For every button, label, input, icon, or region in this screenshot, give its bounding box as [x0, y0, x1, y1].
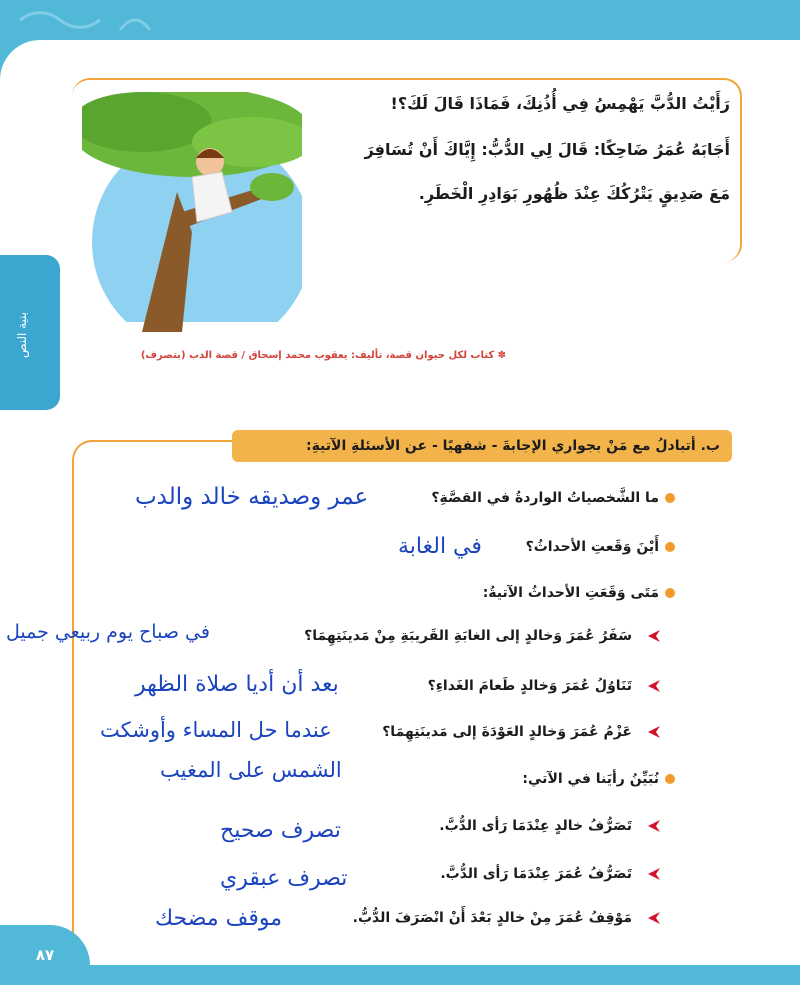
question-3-item-2-text: تَنَاوُلُ عُمَرَ وَخالدٍ طَعامَ الغَداءِ؟	[427, 678, 632, 694]
boy-in-tree-illustration	[82, 92, 302, 332]
answer-3-3-line-1: عندما حل المساء وأوشكت	[100, 718, 332, 742]
bottom-band	[90, 965, 800, 985]
arrow-left-icon	[648, 868, 660, 880]
question-1	[431, 490, 675, 506]
question-2-text: أَيْنَ وَقَعتِ الأحداثُ؟	[525, 539, 659, 555]
story-line-2: أَجَابَهُ عُمَرُ ضَاحِكًا: قَالَ لِي الدُّبُّ: إِيَّاكَ أَنْ تُسَافِرَ	[364, 140, 730, 159]
question-3-item-3-text: عَزْمُ عُمَرَ وَخالدٍ العَوْدَةَ إلى مَدينَتِهِمَا؟	[382, 724, 632, 740]
source-note: ✽ كتاب لكل حيوان قصة، تأليف: يعقوب محمد إسحاق / قصة الدب (بتصرف)	[140, 350, 506, 361]
arrow-left-icon	[648, 726, 660, 738]
story-line-3: مَعَ صَدِيقٍ يَتْرُكُكَ عِنْدَ ظُهُورِ بَوَادِرِ الْخَطَرِ.	[418, 184, 730, 203]
question-3-text: مَتَى وَقَعَتِ الأحداثُ الآتيةُ:	[482, 585, 659, 601]
questions-frame	[72, 440, 734, 962]
page-number: ٨٧	[0, 925, 90, 985]
answer-4-2: تصرف عبقري	[220, 866, 348, 891]
question-4-text: نُبَيِّنُ رأيَنا في الآتي:	[522, 771, 659, 787]
question-4-item-1	[439, 818, 660, 834]
question-4-item-3	[353, 910, 660, 926]
arrow-left-icon	[648, 820, 660, 832]
arrow-left-icon	[648, 630, 660, 642]
answer-1: عمر وصديقه خالد والدب	[135, 484, 369, 510]
question-2	[526, 539, 675, 555]
side-tab-label: بنية النص	[15, 311, 29, 359]
question-3	[483, 585, 675, 601]
question-3-item-3	[382, 724, 660, 740]
question-4-item-2-text: تَصَرُّفُ عُمَرَ عِنْدَمَا رَأى الدُّبَّ.	[440, 866, 632, 882]
question-1-text: ما الشَّخصياتُ الواردةُ في القصَّةِ؟	[431, 490, 659, 506]
bullet-dot-icon	[665, 542, 675, 552]
question-3-item-1-text: سَفَرُ عُمَرَ وَخالدٍ إلى الغابَةِ القَريبَةِ مِنْ مَدينَتِهِمَا؟	[304, 628, 632, 644]
bullet-dot-icon	[665, 588, 675, 598]
answer-2: في الغابة	[398, 534, 482, 559]
answer-3-1: في صباح يوم ربيعي جميل	[6, 621, 210, 643]
bullet-dot-icon	[665, 774, 675, 784]
answer-3-2: بعد أن أديا صلاة الظهر	[135, 672, 339, 697]
bullet-dot-icon	[665, 493, 675, 503]
answer-4-1: تصرف صحيح	[220, 818, 341, 843]
question-3-item-1	[304, 628, 660, 644]
section-header: ب. أتبادلُ مع مَنْ بجواري الإجابةَ - شفهيًا - عن الأسئلةِ الآتيةِ:	[232, 430, 732, 462]
question-3-item-2	[428, 678, 660, 694]
story-line-1: رَأَيْتُ الدُّبَّ يَهْمِسُ فِي أُذُنِكَ، فَمَاذَا قَالَ لَكَ؟!	[390, 94, 730, 113]
arrow-left-icon	[648, 912, 660, 924]
question-4-item-2	[440, 866, 660, 882]
question-4-item-1-text: تَصَرُّفُ خالدٍ عِنْدَمَا رَأى الدُّبَّ.	[439, 818, 632, 834]
answer-4-3: موقف مضحك	[155, 906, 283, 931]
question-4-item-3-text: مَوْقِفُ عُمَرَ مِنْ خالدٍ بَعْدَ أَنْ انْصَرَفَ الدُّبُّ.	[352, 910, 632, 926]
arrow-left-icon	[648, 680, 660, 692]
answer-3-3-line-2: الشمس على المغيب	[160, 758, 342, 782]
question-4	[522, 771, 675, 787]
